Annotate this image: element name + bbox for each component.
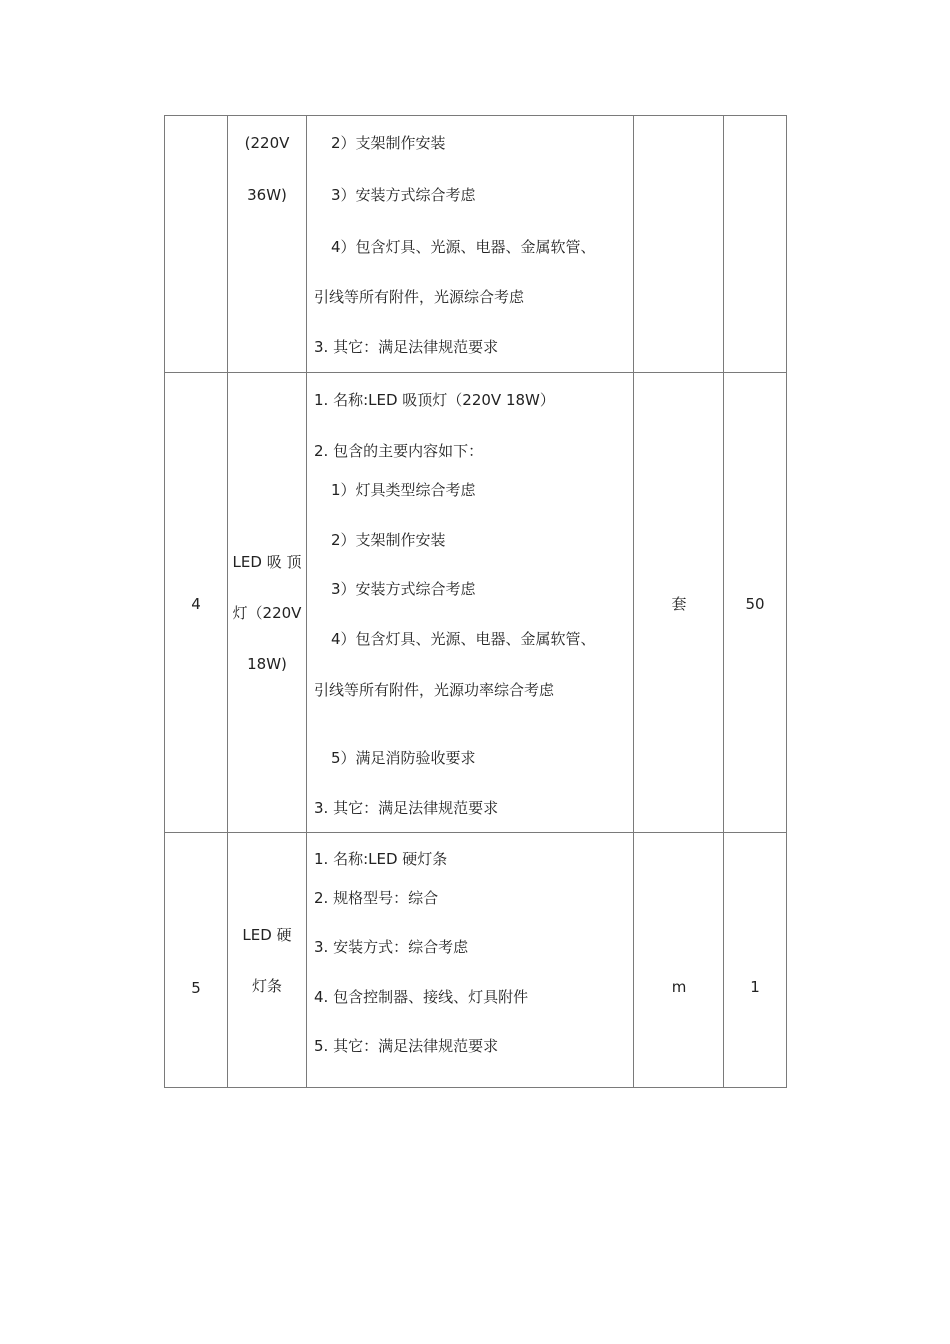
desc-line: 1. 名称:LED 吸顶灯（220V 18W） xyxy=(314,391,555,409)
item-name-line: LED 吸 顶 xyxy=(232,553,302,571)
desc-line: 引线等所有附件，光源综合考虑 xyxy=(314,288,525,306)
desc-line: 引线等所有附件，光源功率综合考虑 xyxy=(314,681,555,699)
column-divider xyxy=(306,116,307,1087)
desc-line: 5. 其它：满足法律规范要求 xyxy=(314,1037,499,1055)
desc-line: 3）安装方式综合考虑 xyxy=(331,186,476,204)
desc-line: 4. 包含控制器、接线、灯具附件 xyxy=(314,988,529,1006)
row-divider xyxy=(165,832,786,833)
desc-line: 1）灯具类型综合考虑 xyxy=(331,481,476,499)
column-divider xyxy=(723,116,724,1087)
column-divider xyxy=(227,116,228,1087)
row-divider xyxy=(165,372,786,373)
desc-line: 2. 规格型号：综合 xyxy=(314,889,439,907)
desc-line: 3）安装方式综合考虑 xyxy=(331,580,476,598)
desc-line: 3. 其它：满足法律规范要求 xyxy=(314,338,499,356)
item-name-line: 灯条 xyxy=(251,977,283,995)
item-name-line: 灯（220V xyxy=(232,604,302,622)
item-number: 5 xyxy=(191,979,201,997)
unit-cell: m xyxy=(671,978,687,996)
desc-line: 2. 包含的主要内容如下： xyxy=(314,442,484,460)
desc-line: 2）支架制作安装 xyxy=(331,134,446,152)
quantity-cell: 50 xyxy=(745,595,765,613)
desc-line: 4）包含灯具、光源、电器、金属软管、 xyxy=(331,238,596,256)
desc-line: 5）满足消防验收要求 xyxy=(331,749,476,767)
unit-cell: 套 xyxy=(671,595,687,613)
desc-line: 1. 名称:LED 硬灯条 xyxy=(314,850,448,868)
item-name-line: (220V xyxy=(244,134,290,152)
column-divider xyxy=(633,116,634,1087)
desc-line: 4）包含灯具、光源、电器、金属软管、 xyxy=(331,630,596,648)
quantity-cell: 1 xyxy=(750,978,760,996)
desc-line: 3. 其它：满足法律规范要求 xyxy=(314,799,499,817)
item-number: 4 xyxy=(191,595,201,613)
item-name-line: 18W) xyxy=(247,655,287,673)
item-name-line: LED 硬 xyxy=(242,926,292,944)
desc-line: 3. 安装方式：综合考虑 xyxy=(314,938,469,956)
items-table xyxy=(164,115,787,1088)
item-name-line: 36W) xyxy=(247,186,287,204)
desc-line: 2）支架制作安装 xyxy=(331,531,446,549)
